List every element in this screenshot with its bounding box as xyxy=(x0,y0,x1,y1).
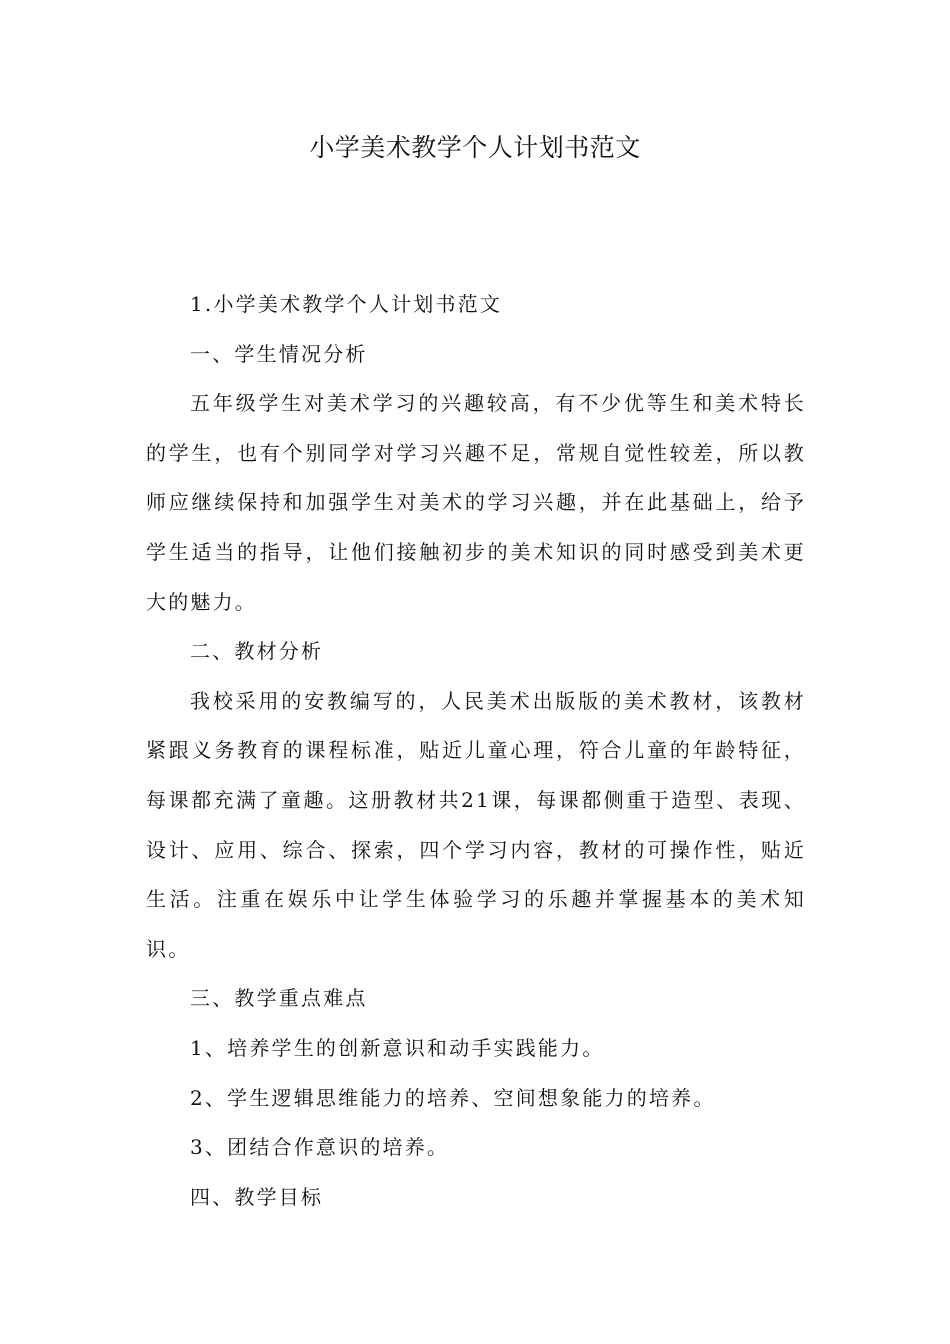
section-heading-textbook-analysis: 二、教材分析 xyxy=(190,639,324,664)
paragraph-student-analysis: 五年级学生对美术学习的兴趣较高，有不少优等生和美术特长的学生，也有个别同学对学习兴趣不足，常规自觉性较差，所以教师应继续保持和加强学生对美术的学习兴趣，并在此基础上，给予学生适当的指导，让他们接触初步的美术知识的同时感受到美术更大的魅力。 xyxy=(146,391,806,614)
paragraph-subtitle: 1.小学美术教学个人计划书范文 xyxy=(190,292,503,316)
section-heading-teaching-goals: 四、教学目标 xyxy=(190,1184,324,1209)
list-item-key-point-1: 1、培养学生的创新意识和动手实践能力。 xyxy=(190,1035,605,1060)
section-heading-key-points: 三、教学重点难点 xyxy=(190,986,368,1011)
paragraph-textbook-analysis: 我校采用的安教编写的，人民美术出版版的美术教材，该教材紧跟义务教育的课程标准，贴近儿童心理，符合儿童的年龄特征，每课都充满了童趣。这册教材共21课，每课都侧重于造型、表现、设计、应用、综合、探索，四个学习内容，教材的可操作性，贴近生活。注重在娱乐中让学生体验学习的乐趣并掌握基本的美术知识。 xyxy=(146,688,806,961)
list-item-key-point-3: 3、团结合作意识的培养。 xyxy=(190,1135,450,1160)
section-heading-student-analysis: 一、学生情况分析 xyxy=(190,341,368,366)
list-item-key-point-2: 2、学生逻辑思维能力的培养、空间想象能力的培养。 xyxy=(190,1085,716,1110)
document-body xyxy=(146,280,806,1222)
document-title: 小学美术教学个人计划书范文 xyxy=(309,133,641,162)
